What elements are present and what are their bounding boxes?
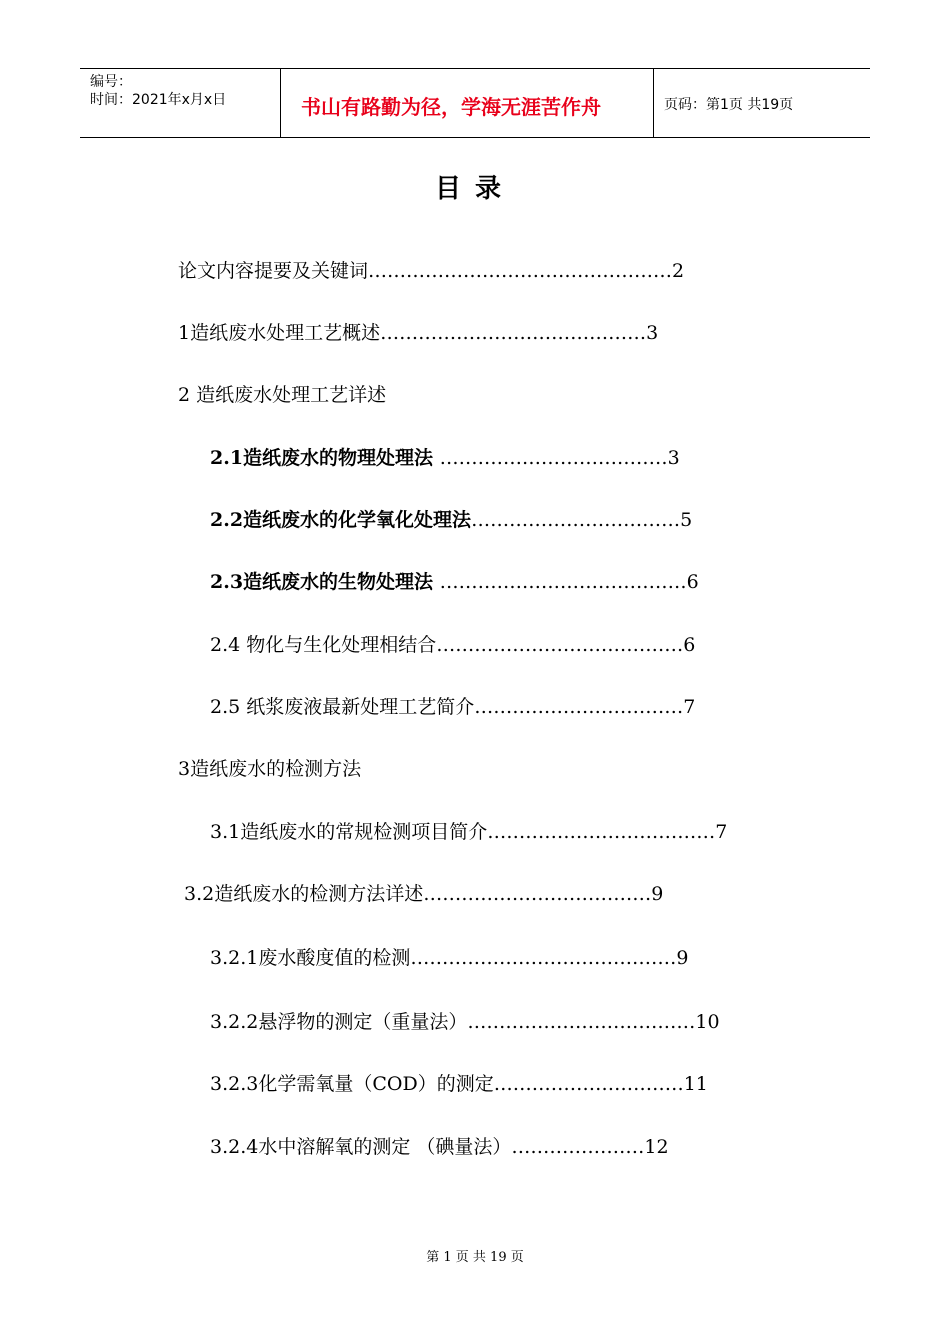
page-footer: 第 1 页 共 19 页 bbox=[426, 1250, 524, 1265]
motto-text: 书山有路勤为径，学海无涯苦作舟 bbox=[301, 95, 601, 119]
toc-entry[interactable] bbox=[210, 445, 680, 471]
toc-entry[interactable] bbox=[184, 881, 663, 907]
page-title: 目录 bbox=[434, 174, 515, 204]
date-label: 时间：2021年x月x日 bbox=[90, 92, 227, 108]
toc-entry-label: 3.2.2悬浮物的测定（重量法） bbox=[210, 1011, 468, 1033]
toc-page-number: 7 bbox=[683, 696, 696, 718]
toc-entry-label: 2.2造纸废水的化学氧化处理法 bbox=[210, 509, 472, 531]
header-meta-cell bbox=[80, 69, 281, 137]
toc-leader: ………………………………… bbox=[436, 634, 684, 656]
toc-leader: ………………………………… bbox=[439, 571, 687, 593]
toc-entry-label: 2 造纸废水处理工艺详述 bbox=[178, 384, 387, 406]
toc-page-number: 11 bbox=[683, 1073, 708, 1095]
toc-page-number: 9 bbox=[651, 883, 664, 905]
toc-leader: ……………………………… bbox=[467, 1011, 696, 1033]
toc-entry[interactable] bbox=[210, 1134, 669, 1160]
toc-entry-label: 2.5 纸浆废液最新处理工艺简介 bbox=[210, 696, 475, 718]
toc-entry[interactable] bbox=[178, 320, 658, 346]
toc-entry[interactable] bbox=[210, 507, 692, 533]
toc-page-number: 2 bbox=[672, 260, 685, 282]
toc-entry[interactable] bbox=[210, 945, 688, 971]
toc-entry-label: 2.3造纸废水的生物处理法 bbox=[210, 571, 440, 593]
toc-entry-label: 3造纸废水的检测方法 bbox=[178, 758, 362, 780]
toc-entry-label: 论文内容提要及关键词 bbox=[178, 260, 369, 282]
toc-page-number: 9 bbox=[676, 947, 689, 969]
toc-entry[interactable] bbox=[178, 258, 684, 284]
number-label: 编号： bbox=[90, 74, 132, 90]
toc-leader: …………………………… bbox=[474, 696, 684, 718]
header-page-cell bbox=[654, 69, 870, 137]
toc-leader: ………………… bbox=[511, 1136, 645, 1158]
toc-entry-label: 3.1造纸废水的常规检测项目简介 bbox=[210, 821, 488, 843]
toc-leader: ……………………………… bbox=[439, 447, 668, 469]
toc-page-number: 6 bbox=[683, 634, 696, 656]
toc-section-heading[interactable] bbox=[178, 756, 361, 782]
document-header bbox=[80, 68, 870, 138]
toc-entry[interactable] bbox=[210, 1071, 708, 1097]
toc-leader: ……………………………… bbox=[423, 883, 652, 905]
toc-page-number: 10 bbox=[695, 1011, 720, 1033]
toc-entry-label: 2.1造纸废水的物理处理法 bbox=[210, 447, 440, 469]
toc-leader: …………………………………… bbox=[380, 322, 647, 344]
toc-leader: …………………………………… bbox=[410, 947, 677, 969]
toc-leader: ………………………… bbox=[493, 1073, 684, 1095]
toc-leader: ………………………………………… bbox=[368, 260, 673, 282]
toc-entry-label: 3.2造纸废水的检测方法详述 bbox=[184, 883, 424, 905]
toc-leader: ……………………………… bbox=[487, 821, 716, 843]
toc-entry[interactable] bbox=[210, 632, 695, 658]
toc-page-number: 3 bbox=[667, 447, 680, 469]
toc-leader: …………………………… bbox=[471, 509, 681, 531]
toc-entry-label: 2.4 物化与生化处理相结合 bbox=[210, 634, 437, 656]
toc-entry[interactable] bbox=[210, 1009, 720, 1035]
toc-section-heading[interactable] bbox=[178, 382, 386, 408]
toc-page-number: 5 bbox=[680, 509, 693, 531]
toc-page-number: 3 bbox=[646, 322, 659, 344]
toc-entry[interactable] bbox=[210, 694, 695, 720]
toc-entry-label: 3.2.1废水酸度值的检测 bbox=[210, 947, 411, 969]
toc-entry[interactable] bbox=[210, 569, 699, 595]
toc-page-number: 6 bbox=[686, 571, 699, 593]
toc-entry-label: 1造纸废水处理工艺概述 bbox=[178, 322, 381, 344]
toc-page-number: 12 bbox=[644, 1136, 669, 1158]
toc-page-number: 7 bbox=[715, 821, 728, 843]
toc-entry-label: 3.2.4水中溶解氧的测定 （碘量法） bbox=[210, 1136, 512, 1158]
header-motto-cell bbox=[281, 69, 654, 137]
toc-entry[interactable] bbox=[210, 819, 727, 845]
page-info: 页码：第1页 共19页 bbox=[664, 97, 794, 113]
toc-entry-label: 3.2.3化学需氧量（COD）的测定 bbox=[210, 1073, 494, 1095]
